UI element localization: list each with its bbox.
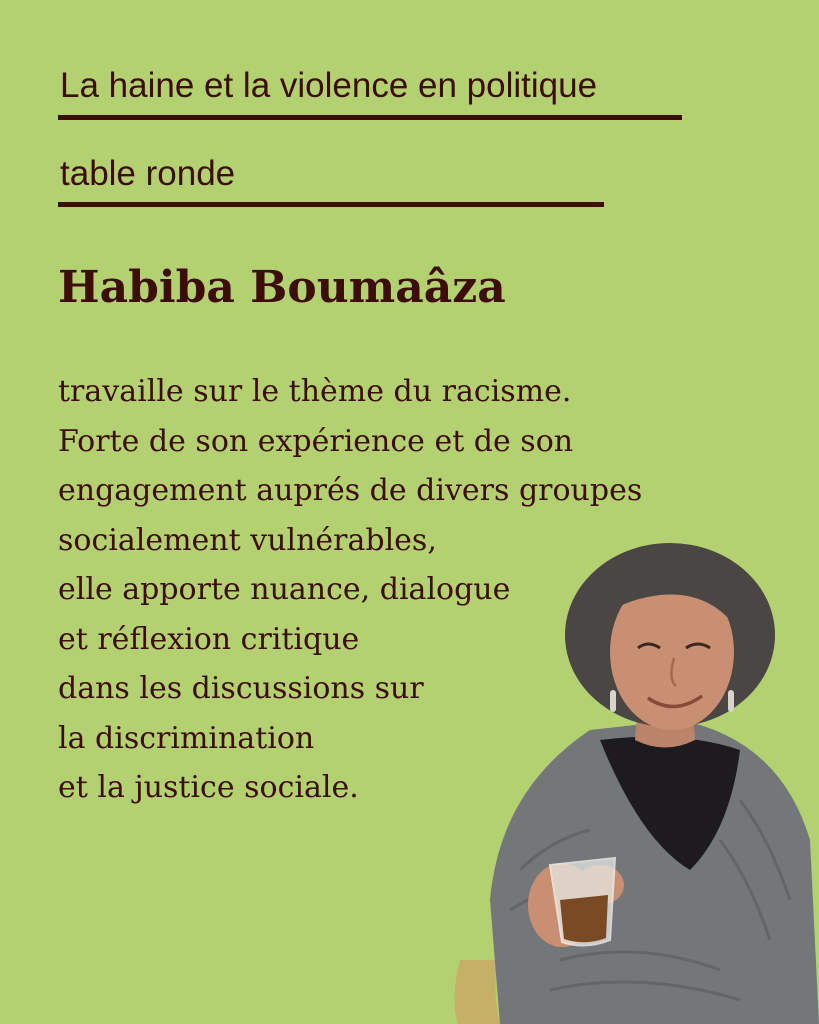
event-type-underline (58, 202, 604, 207)
event-type: table ronde (60, 154, 236, 193)
speaker-name: Habiba Boumaâza (58, 262, 506, 313)
event-title: La haine et la violence en politique (60, 66, 598, 105)
bio-line: et réflexion critique (58, 621, 360, 657)
bio-line: dans les discussions sur (58, 671, 424, 706)
bio-line: et la justice sociale. (58, 770, 359, 805)
bio-line: engagement auprés de divers groupes (58, 473, 643, 508)
bio-line: travaille sur le thème du racisme. (58, 374, 572, 409)
bio-line: la discrimination (58, 720, 315, 756)
bio-line: Forte de son expérience et de son (58, 423, 574, 459)
bio-line: elle apporte nuance, dialogue (58, 572, 511, 607)
bio-line: socialement vulnérables, (58, 522, 437, 558)
speaker-photo (440, 540, 819, 1024)
title-underline (58, 115, 682, 120)
